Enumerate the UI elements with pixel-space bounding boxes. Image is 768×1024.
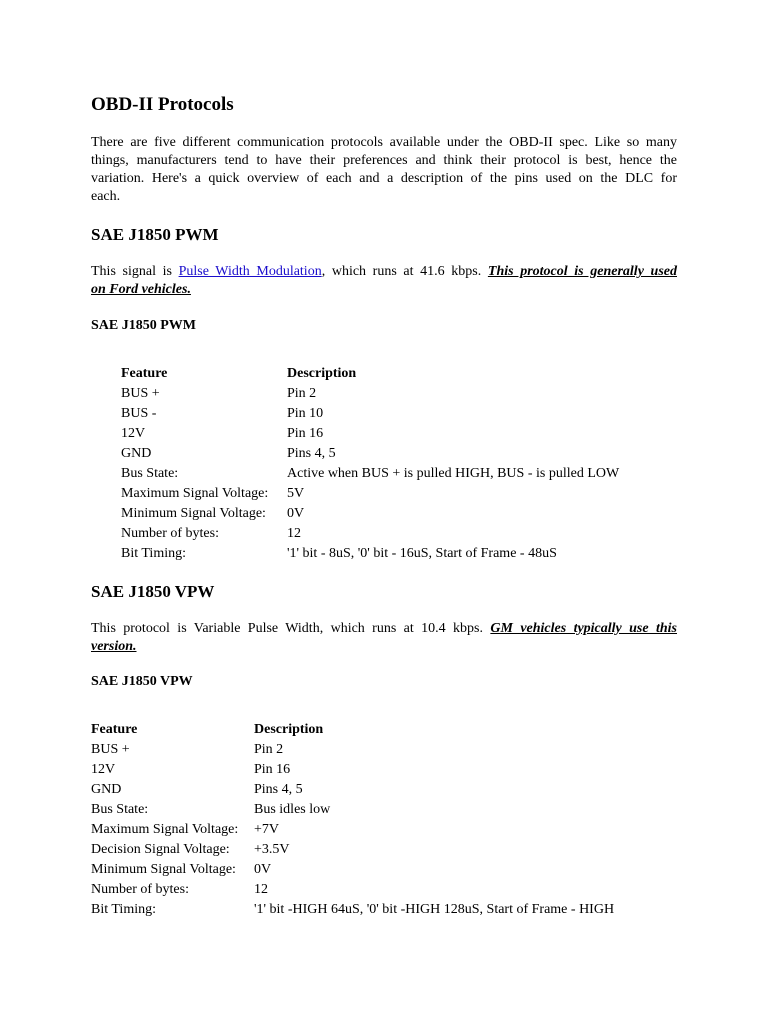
vpw-desc-emphasis: version. xyxy=(91,639,137,654)
feature-cell: Bus State: xyxy=(91,802,149,817)
feature-cell: BUS - xyxy=(121,406,157,421)
pwm-desc-prefix: This signal is xyxy=(91,264,179,279)
vpw-description-line-2 xyxy=(91,638,677,656)
description-cell: 5V xyxy=(287,486,305,501)
intro-line: variation. Here's a quick overview of each and a description of the pins used on the DLC for xyxy=(91,171,677,186)
page-title: OBD-II Protocols xyxy=(91,94,234,115)
pwm-desc-emphasis: This protocol is generally used xyxy=(487,264,677,279)
pwm-description-line-2 xyxy=(91,281,677,299)
pwm-desc-emphasis: on Ford vehicles. xyxy=(91,282,191,297)
feature-cell: Minimum Signal Voltage: xyxy=(91,862,236,877)
feature-cell: BUS + xyxy=(91,742,130,757)
vpw-desc-emphasis: GM vehicles typically use this xyxy=(490,621,677,636)
description-cell: +3.5V xyxy=(254,842,290,857)
feature-cell: Number of bytes: xyxy=(91,882,189,897)
description-cell: 12 xyxy=(254,882,268,897)
intro-line: each. xyxy=(91,189,121,204)
feature-cell: GND xyxy=(121,446,152,461)
pwm-description-line-1 xyxy=(91,263,677,281)
description-cell: Bus idles low xyxy=(254,802,331,817)
description-cell: 0V xyxy=(254,862,272,877)
intro-line: There are five different communication protocols available under the OBD-II spec. Like so many xyxy=(91,135,677,150)
vpw-description xyxy=(91,620,677,656)
description-cell: +7V xyxy=(254,822,280,837)
vpw-table-heading: SAE J1850 VPW xyxy=(91,674,193,689)
description-column-header: Description xyxy=(287,366,357,381)
description-cell: Pins 4, 5 xyxy=(287,446,336,461)
pwm-table-heading: SAE J1850 PWM xyxy=(91,318,196,333)
description-cell: '1' bit - 8uS, '0' bit - 16uS, Start of Frame - 48uS xyxy=(287,546,557,561)
description-cell: Pin 16 xyxy=(254,762,291,777)
feature-cell: Bit Timing: xyxy=(121,546,186,561)
vpw-pin-table xyxy=(91,720,691,920)
description-cell: Active when BUS + is pulled HIGH, BUS - is pulled LOW xyxy=(287,466,620,481)
feature-cell: BUS + xyxy=(121,386,160,401)
feature-column-header: Feature xyxy=(121,366,168,381)
feature-cell: Maximum Signal Voltage: xyxy=(91,822,239,837)
feature-cell: GND xyxy=(91,782,122,797)
description-cell: 12 xyxy=(287,526,301,541)
feature-cell: Minimum Signal Voltage: xyxy=(121,506,266,521)
description-cell: Pins 4, 5 xyxy=(254,782,303,797)
pwm-desc-middle: , which runs at 41.6 kbps. xyxy=(321,264,488,279)
description-cell: '1' bit -HIGH 64uS, '0' bit -HIGH 128uS, Start of Frame - HIGH xyxy=(254,902,615,917)
pwm-section-heading: SAE J1850 PWM xyxy=(91,225,219,244)
vpw-description-line-1 xyxy=(91,620,677,638)
vpw-desc-prefix: This protocol is Variable Pulse Width, which runs at 10.4 kbps. xyxy=(91,621,491,636)
feature-column-header: Feature xyxy=(91,722,138,737)
vpw-section-heading: SAE J1850 VPW xyxy=(91,582,215,601)
description-cell: Pin 10 xyxy=(287,406,324,421)
feature-cell: Number of bytes: xyxy=(121,526,219,541)
feature-cell: Bus State: xyxy=(121,466,179,481)
description-cell: 0V xyxy=(287,506,305,521)
pwm-description xyxy=(91,263,677,299)
description-cell: Pin 2 xyxy=(287,386,317,401)
feature-cell: Maximum Signal Voltage: xyxy=(121,486,269,501)
feature-cell: 12V xyxy=(91,762,116,777)
feature-cell: Decision Signal Voltage: xyxy=(91,842,230,857)
description-column-header: Description xyxy=(254,722,324,737)
feature-cell: Bit Timing: xyxy=(91,902,156,917)
pulse-width-modulation-link[interactable]: Pulse Width Modulation xyxy=(178,264,322,279)
description-cell: Pin 2 xyxy=(254,742,284,757)
pwm-pin-table xyxy=(121,364,681,564)
intro-paragraph xyxy=(91,134,677,206)
intro-line: things, manufacturers tend to have their preferences and think their protocol is best, hence the xyxy=(91,153,677,168)
feature-cell: 12V xyxy=(121,426,146,441)
description-cell: Pin 16 xyxy=(287,426,324,441)
